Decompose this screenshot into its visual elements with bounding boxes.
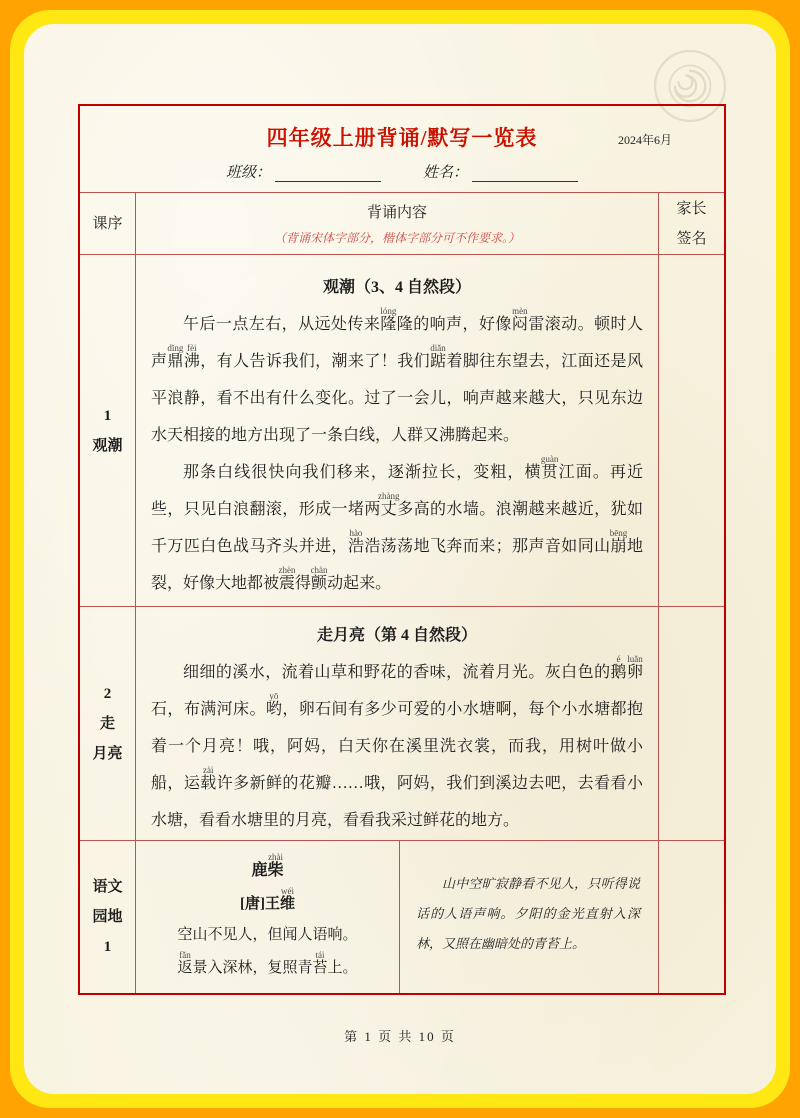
name-field — [423, 161, 578, 182]
content-cell-guanchao — [135, 255, 658, 606]
header-content-note: （背诵宋体字部分，楷体字部分可不作要求。） — [273, 231, 520, 245]
document-header — [80, 106, 724, 192]
table-row-guanchao — [80, 254, 724, 606]
page-title: 四年级上册背诵/默写一览表 — [266, 126, 538, 150]
sign-cell-3 — [658, 841, 724, 993]
lesson-number: 2 — [103, 685, 112, 702]
sign-cell-1 — [658, 255, 724, 606]
poem-author: [唐]王维wéi — [239, 886, 295, 912]
poem-translation: 山中空旷寂静看不见人，只听得说话的人语声响。夕阳的金光直射入深林，又照在幽暗处的青苔上。 — [416, 876, 640, 951]
class-name-line — [80, 161, 724, 182]
class-blank-line — [275, 166, 381, 182]
table-row-yuwenyuandi — [80, 840, 724, 993]
paragraph: 午后一点左右，从远处传来隆lóng隆的响声，好像闷mèn雷滚动。顿时人声鼎dǐng沸fèi，有人告诉我们，潮来了！我们踮diǎn着脚往东望去，江面还是风平浪静，看不出有什么变化。过了一会儿，响声越来越大，只见东边水天相接的地方出现了一条白线，人群又沸腾起来。 — [151, 306, 643, 444]
header-content-col — [135, 193, 658, 254]
poem-cell — [135, 841, 399, 993]
lesson-name-line2: 园地 — [92, 909, 123, 925]
table-header-row — [80, 192, 724, 254]
table-row-zouyueliang — [80, 606, 724, 840]
lesson-cell-1 — [80, 255, 135, 606]
poem-line: 空山不见人，但闻人语响。 — [177, 927, 358, 943]
poem-title: 鹿柴zhài — [251, 852, 284, 879]
header-content-title: 背诵内容 — [366, 205, 427, 221]
name-label: 姓名： — [423, 165, 469, 181]
lesson-name-line2: 月亮 — [92, 745, 123, 762]
paragraph: 细细的溪水，流着山草和野花的香味，流着月光。灰白色的鹅é卵luǎn石，布满河床。哟yō，卵石间有多少可爱的小水塘啊，每个小水塘都抱着一个月亮！哦，阿妈，白天你在溪里洗衣裳，而我，用树叶做小船，运载zài许多新鲜的花瓣……哦，阿妈，我们到溪边去吧，去看看小水塘，看看水塘里的月亮，看看我采过鲜花的地方。 — [151, 654, 643, 829]
class-field — [226, 161, 381, 182]
header-sign-line1: 家长 — [676, 200, 707, 217]
content-cell-zouyueliang — [135, 607, 658, 840]
lesson-cell-2 — [80, 607, 135, 840]
header-sign-line2: 签名 — [676, 230, 707, 247]
header-sign-col — [658, 193, 724, 254]
paragraph: 那条白线很快向我们移来，逐渐拉长，变粗，横贯guàn江面。再近些，只见白浪翻滚，形成一堵两丈zhàng多高的水墙。浪潮越来越近，犹如千万匹白色战马齐头并进，浩hào浩荡荡地飞奔而来；那声音如同山崩bēng地裂，好像大地都被震zhèn得颤chàn动起来。 — [151, 454, 643, 592]
lesson-name: 观潮 — [92, 437, 123, 454]
poem-line: 返fǎn景入深林，复照青苔tái上。 — [177, 950, 358, 976]
name-blank-line — [472, 166, 578, 182]
sign-cell-2 — [658, 607, 724, 840]
lesson-name-line1: 走 — [99, 715, 115, 732]
page-number: 第 1 页 共 10 页 — [344, 1029, 456, 1044]
header-lesson-col: 课序 — [92, 215, 123, 232]
lesson-cell-3 — [80, 841, 135, 993]
lesson-name-line1: 语文 — [92, 879, 123, 895]
lesson-number: 1 — [103, 407, 112, 424]
section-title: 走月亮（第 4 自然段） — [316, 627, 477, 644]
translation-cell — [399, 841, 658, 993]
class-label: 班级： — [225, 165, 271, 181]
date-label: 2024年6月 — [617, 133, 672, 147]
lesson-number: 1 — [103, 939, 112, 955]
section-title: 观潮（3、4 自然段） — [322, 279, 471, 296]
recitation-table — [78, 104, 726, 995]
